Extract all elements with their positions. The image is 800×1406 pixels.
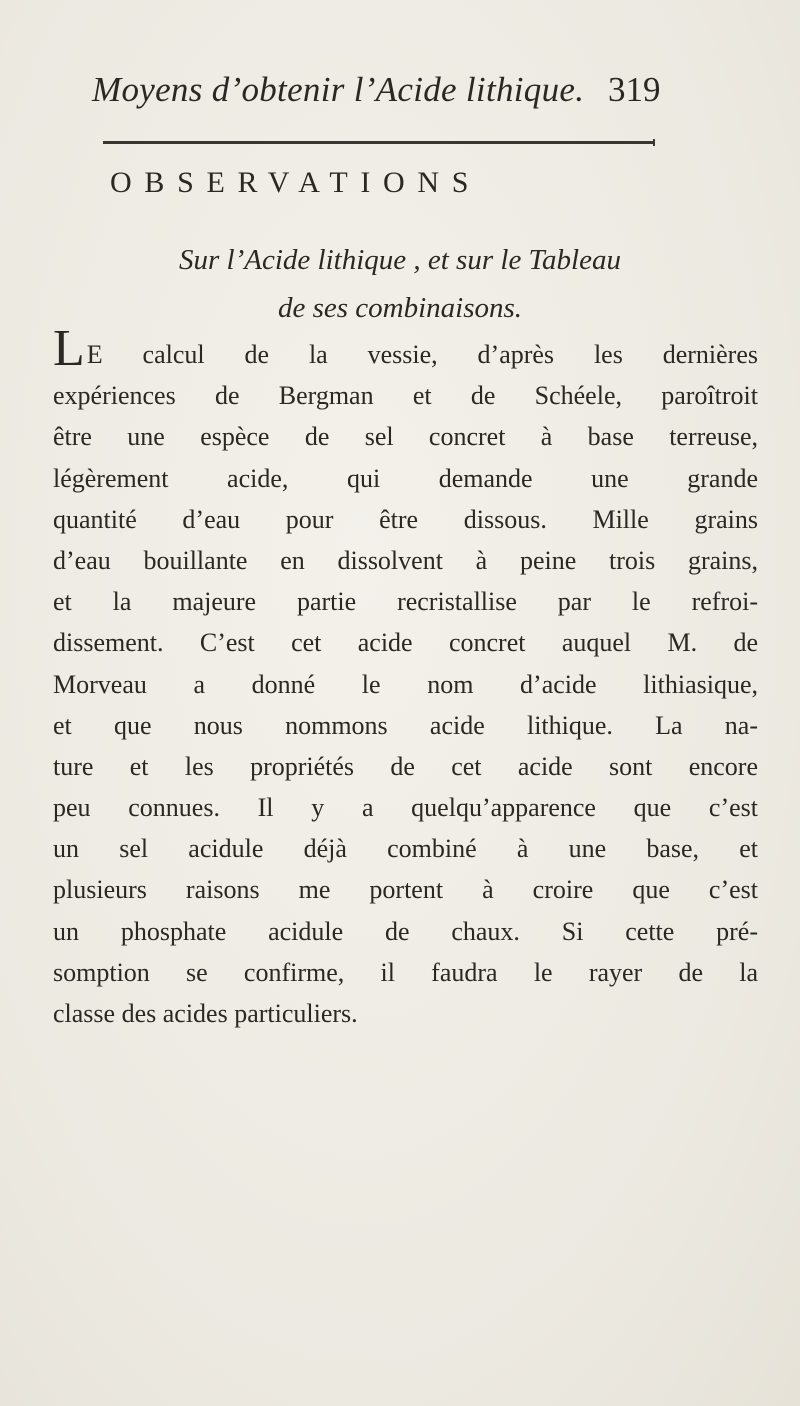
running-title: Moyens d’obtenir l’Acide lithique. xyxy=(92,70,585,109)
text-line-16: somption se confirme, il faudra le rayer de la xyxy=(53,957,758,987)
text-line-11: ture et les propriétés de cet acide sont encore xyxy=(53,751,758,781)
text-line-5: quantité d’eau pour être dissous. Mille grains xyxy=(53,504,758,534)
text-line-8: dissement. C’est cet acide concret auquel M. de xyxy=(53,628,758,658)
running-head xyxy=(92,62,662,118)
text-line-7: et la majeure partie recristallise par le refroi- xyxy=(53,587,758,617)
text-line-2: expériences de Bergman et de Schéele, paroîtroit xyxy=(53,381,758,411)
page-number: 319 xyxy=(608,70,661,109)
header-rule xyxy=(103,141,655,144)
text-line-14: plusieurs raisons me portent à croire que c’est xyxy=(53,875,758,905)
text-line-13: un sel acidule déjà combiné à une base, et xyxy=(53,834,758,864)
text-line-1 xyxy=(53,320,758,377)
section-subheading xyxy=(60,236,740,332)
drop-cap: L xyxy=(53,320,85,377)
text-line-12: peu connues. Il y a quelqu’apparence que c’est xyxy=(53,793,758,823)
subheading-line-2: de ses combinaisons. xyxy=(277,292,523,324)
text-line-3: être une espèce de sel concret à base terreuse, xyxy=(53,422,758,452)
section-heading: OBSERVATIONS xyxy=(110,166,482,199)
text-line-6: d’eau bouillante en dissolvent à peine trois grains, xyxy=(53,545,758,575)
text-line-9: Morveau a donné le nom d’acide lithiasique, xyxy=(53,669,758,699)
subheading-line-1: Sur l’Acide lithique , et sur le Tableau xyxy=(179,244,621,276)
text-line-17: classe des acides particuliers. xyxy=(53,999,358,1028)
text-line-10: et que nous nommons acide lithique. La na- xyxy=(53,710,758,740)
text-line-4: légèrement acide, qui demande une grande xyxy=(53,463,758,493)
body-paragraph xyxy=(53,320,758,1034)
text-line-15: un phosphate acidule de chaux. Si cette pré- xyxy=(53,916,758,946)
header-rule-end xyxy=(653,139,655,146)
text-line-1-content: E calcul de la vessie, d’après les dernières xyxy=(86,340,758,369)
